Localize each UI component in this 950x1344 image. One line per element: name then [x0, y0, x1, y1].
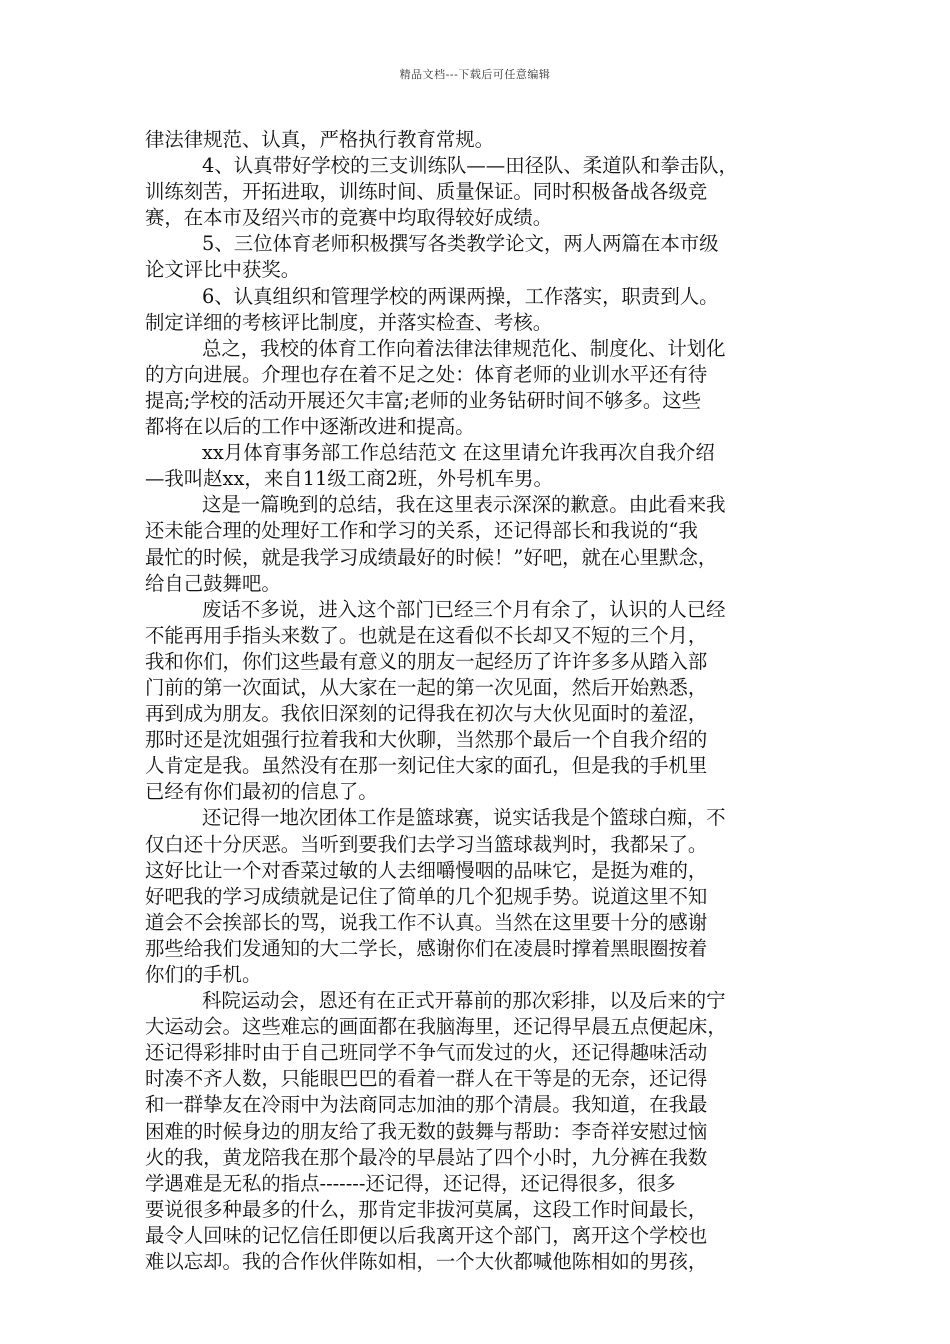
- text-line: 困难的时候身边的朋友给了我无数的鼓舞与帮助：李奇祥安慰过恼: [145, 1119, 708, 1143]
- text-line: 再到成为朋友。我依旧深刻的记得我在初次与大伙见面时的羞涩，: [145, 702, 708, 726]
- text-line: 这是一篇晚到的总结，我在这里表示深深的歉意。由此看来我: [202, 493, 726, 517]
- text-line: 和一群挚友在冷雨中为法商同志加油的那个清晨。我知道，在我最: [145, 1093, 708, 1117]
- text-line: 人肯定是我。虽然没有在那一刻记住大家的面孔，但是我的手机里: [145, 754, 708, 778]
- text-line: 5、三位体育老师积极撰写各类教学论文，两人两篇在本市级: [202, 232, 719, 256]
- text-line: 这好比让一个对香菜过敏的人去细嚼慢咽的品味它，是挺为难的，: [145, 858, 708, 882]
- text-line: —我叫赵xx，来自11级工商2班，外号机车男。: [145, 467, 553, 491]
- text-line: 的方向进展。介理也存在着不足之处：体育老师的业训水平还有待: [145, 362, 708, 386]
- text-line: 门前的第一次面试，从大家在一起的第一次见面，然后开始熟悉，: [145, 675, 708, 699]
- text-line: 最令人回味的记忆信任即便以后我离开这个部门，离开这个学校也: [145, 1223, 708, 1247]
- page-header: 精品文档---下载后可任意编辑: [399, 68, 551, 81]
- text-line: 还记得彩排时由于自己班同学不争气而发过的火，还记得趣味活动: [145, 1041, 708, 1065]
- text-line: 给自己鼓舞吧。: [145, 571, 281, 595]
- text-line: 我和你们，你们这些最有意义的朋友一起经历了许许多多从踏入部: [145, 649, 708, 673]
- text-line: 要说很多种最多的什么，那肯定非拔河莫属，这段工作时间最长，: [145, 1197, 708, 1221]
- text-line: 大运动会。这些难忘的画面都在我脑海里，还记得早晨五点便起床，: [145, 1015, 727, 1039]
- text-line: 还记得一地次团体工作是篮球赛，说实话我是个篮球白痴，不: [202, 806, 726, 830]
- text-line: 学遇难是无私的指点-------还记得，还记得，还记得很多，很多: [145, 1171, 676, 1195]
- text-line: 那些给我们发通知的大二学长，感谢你们在凌晨时撑着黑眼圈按着: [145, 936, 708, 960]
- text-line: 4、认真带好学校的三支训练队——田径队、柔道队和拳击队，: [202, 154, 738, 178]
- text-line: 火的我，黄龙陪我在那个最冷的早晨站了四个小时，九分裤在我数: [145, 1145, 708, 1169]
- text-line: 那时还是沈姐强行拉着我和大伙聊，当然那个最后一个自我介绍的: [145, 728, 708, 752]
- text-line: 总之，我校的体育工作向着法律法律规范化、制度化、计划化: [202, 336, 726, 360]
- text-line: 废话不多说，进入这个部门已经三个月有余了，认识的人已经: [202, 597, 726, 621]
- text-line: 仅白还十分厌恶。当听到要我们去学习当篮球裁判时，我都呆了。: [145, 832, 708, 856]
- text-line: 难以忘却。我的合作伙伴陈如相，一个大伙都喊他陈相如的男孩，: [145, 1250, 708, 1274]
- text-line: 都将在以后的工作中逐渐改进和提高。: [145, 415, 475, 439]
- text-line: 训练刻苦，开拓进取，训练时间、质量保证。同时积极备战各级竞: [145, 180, 708, 204]
- text-line: 道会不会挨部长的骂，说我工作不认真。当然在这里要十分的感谢: [145, 910, 708, 934]
- text-line: 律法律规范、认真，严格执行教育常规。: [145, 128, 495, 151]
- text-line: 还未能合理的处理好工作和学习的关系，还记得部长和我说的“我: [145, 519, 698, 543]
- text-line: 提高;学校的活动开展还欠丰富;老师的业务钻研时间不够多。这些: [145, 388, 702, 412]
- text-line: 已经有你们最初的信息了。: [145, 780, 378, 804]
- text-line: 6、认真组织和管理学校的两课两操，工作落实，职责到人。: [202, 284, 719, 308]
- text-line: 论文评比中获奖。: [145, 258, 301, 282]
- text-line: 赛，在本市及绍兴市的竞赛中均取得较好成绩。: [145, 206, 553, 230]
- text-line: 最忙的时候，就是我学习成绩最好的时候！”好吧，就在心里默念，: [145, 545, 718, 569]
- text-line: 科院运动会，恩还有在正式开幕前的那次彩排，以及后来的宁: [202, 989, 726, 1013]
- text-line: 好吧我的学习成绩就是记住了简单的几个犯规手势。说道这里不知: [145, 884, 708, 908]
- text-line: 时凑不齐人数，只能眼巴巴的看着一群人在干等是的无奈，还记得: [145, 1067, 708, 1091]
- document-body: [145, 127, 815, 1275]
- text-line: 制定详细的考核评比制度，并落实检查、考核。: [145, 310, 553, 334]
- text-line: xx月体育事务部工作总结范文 在这里请允许我再次自我介绍: [202, 441, 715, 465]
- text-line: 不能再用手指头来数了。也就是在这看似不长却又不短的三个月，: [145, 623, 708, 647]
- text-line: 你们的手机。: [145, 963, 262, 986]
